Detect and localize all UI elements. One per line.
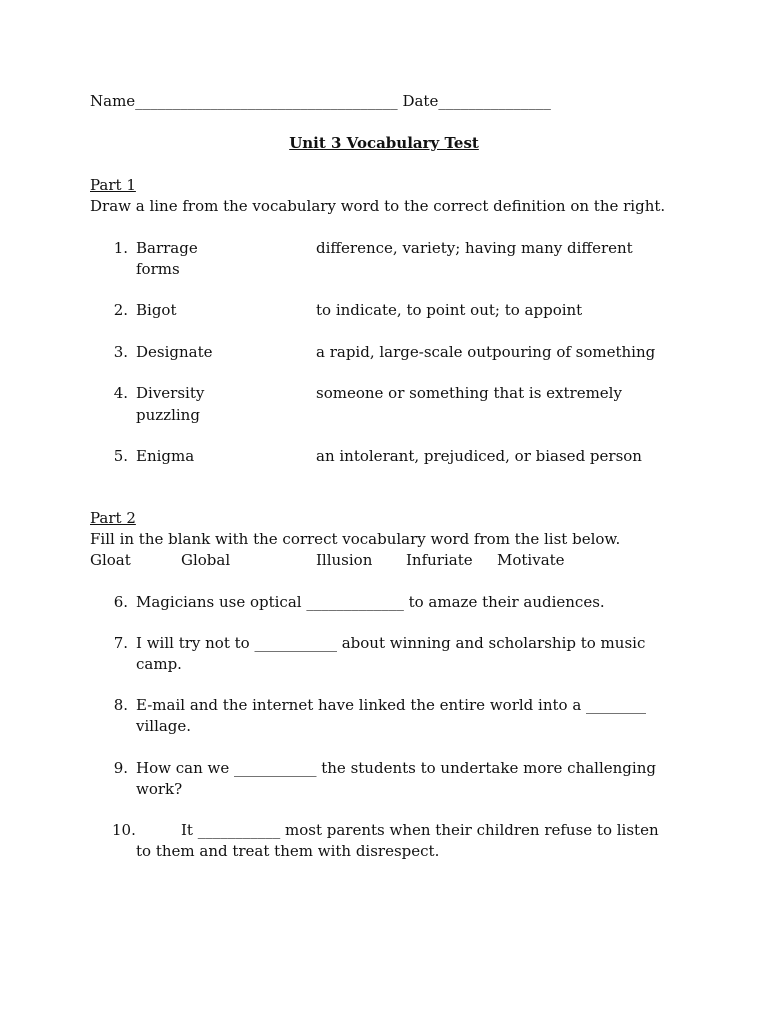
name-label: Name [90,92,136,110]
definition: to indicate, to point out; to appoint [316,301,583,319]
name-blank: ___________________________________ [135,92,398,110]
sentence: It ___________ most parents when their children refuse to listen [181,821,659,839]
item-number: 5. [113,447,128,465]
item-number: 8. [113,696,128,714]
definition: a rapid, large-scale outpouring of something [316,343,656,361]
part2-instructions: Fill in the blank with the correct vocabulary word from the list below. [90,530,621,548]
item-number: 9. [113,759,128,777]
sentence-continued: camp. [136,655,182,673]
vocab-word: Bigot [136,301,177,319]
date-blank: _______________ [438,92,551,110]
item-number: 10. [112,821,136,839]
word-bank-item: Global [181,551,231,569]
item-number: 7. [113,634,128,652]
vocab-word: Diversity [136,384,205,402]
vocab-word: Enigma [136,447,195,465]
word-bank-item: Infuriate [406,551,473,569]
item-number: 3. [113,343,128,361]
word-bank-item: Illusion [316,551,373,569]
part1-instructions: Draw a line from the vocabulary word to the correct definition on the right. [90,197,666,215]
definition: an intolerant, prejudiced, or biased person [316,447,642,465]
name-date-line [90,91,551,112]
definition-continued: puzzling [136,406,200,424]
sentence-continued: village. [136,717,192,735]
sentence: I will try not to ___________ about winning and scholarship to music [136,634,646,652]
item-number: 2. [113,301,128,319]
sentence-continued: work? [136,780,183,798]
item-number: 6. [113,593,128,611]
item-number: 1. [113,239,128,257]
sentence: How can we ___________ the students to undertake more challenging [136,759,656,777]
definition-continued: forms [136,260,180,278]
sentence: Magicians use optical _____________ to amaze their audiences. [136,593,605,611]
test-title: Unit 3 Vocabulary Test [289,134,479,152]
part1-heading: Part 1 [90,176,136,194]
sentence-continued: to them and treat them with disrespect. [136,842,440,860]
date-label: Date [402,92,439,110]
part2-heading: Part 2 [90,509,136,527]
item-number: 4. [113,384,128,402]
definition: someone or something that is extremely [316,384,622,402]
vocab-word: Barrage [136,239,198,257]
definition: difference, variety; having many different [316,239,633,257]
word-bank-item: Gloat [90,551,131,569]
vocab-word: Designate [136,343,213,361]
sentence: E-mail and the internet have linked the entire world into a ________ [136,696,647,714]
word-bank-item: Motivate [497,551,565,569]
